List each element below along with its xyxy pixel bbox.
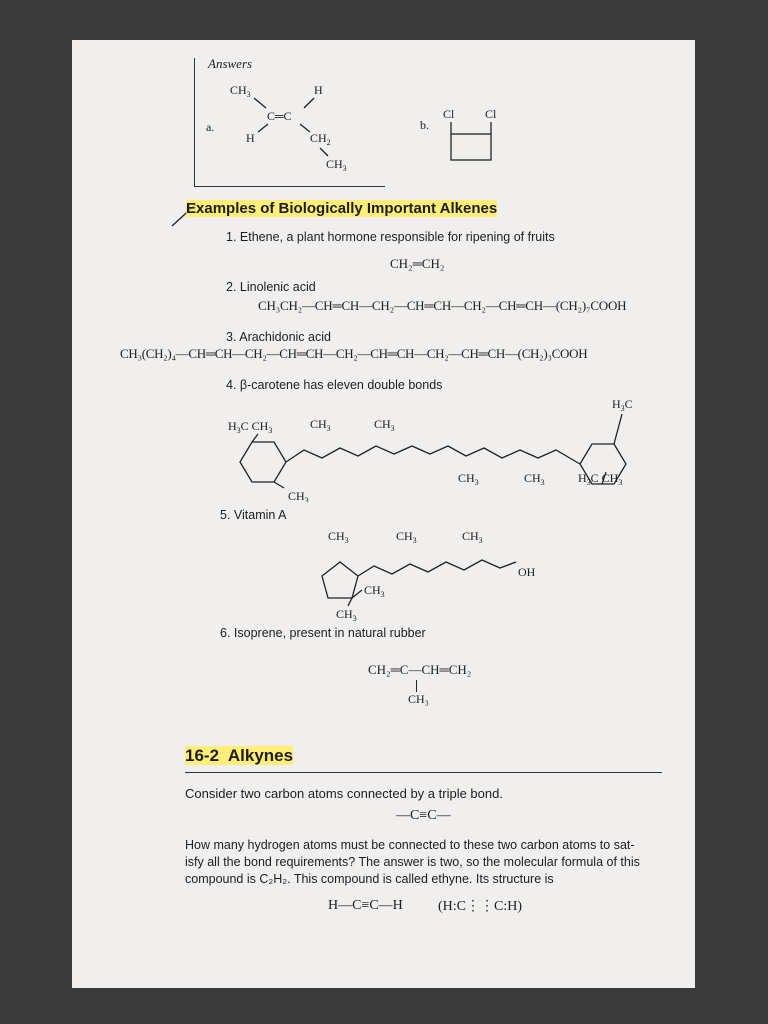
vitamin-label: $CH_3$ bbox=[462, 529, 483, 545]
linolenic-formula: CH₃CH₂—CH═CH—CH₂—CH═CH—CH₂—CH═CH—(CH₂)₇COOH bbox=[258, 298, 627, 313]
vitamin-label: OH bbox=[518, 565, 536, 579]
answer-b-structure bbox=[437, 104, 507, 168]
item-1-text: Ethene, a plant hormone responsible for ripening of fruits bbox=[239, 230, 555, 244]
item-2-text: Linolenic acid bbox=[239, 280, 316, 294]
atom-ch3: $CH_3$ bbox=[326, 157, 347, 173]
carotene-label: $H_3C$ $CH_3$ bbox=[228, 419, 273, 435]
item-3-text: Arachidonic acid bbox=[239, 330, 331, 344]
paragraph-line: How many hydrogen atoms must be connected to these two carbon atoms to sat- bbox=[185, 838, 635, 852]
vitamin-label: $CH_3$ bbox=[364, 583, 385, 599]
atom-ch2: $CH_2$ bbox=[310, 131, 331, 147]
item-5-text: Vitamin A bbox=[233, 508, 287, 522]
section-rule bbox=[185, 772, 662, 773]
carotene-label: $CH_3$ bbox=[374, 417, 395, 433]
alkyne-intro: Consider two carbon atoms connected by a triple bond. bbox=[185, 786, 503, 801]
atom-h: H bbox=[314, 83, 323, 97]
item-2: 2. Linolenic acid bbox=[226, 280, 316, 294]
ethene-formula: CH₂═CH₂ bbox=[390, 256, 445, 271]
vitamin-label: $CH_3$ bbox=[336, 607, 357, 622]
section-title-alkynes bbox=[185, 746, 293, 766]
section-number: 16-2 bbox=[185, 746, 220, 765]
item-5: 5. Vitamin A bbox=[220, 508, 287, 522]
item-6: 6. Isoprene, present in natural rubber bbox=[220, 626, 426, 640]
carotene-label: $CH_3$ bbox=[458, 471, 479, 487]
atom-cl: Cl bbox=[485, 107, 497, 121]
atom-cc: C═C bbox=[267, 109, 292, 123]
arachidonic-formula: CH₃(CH₂)₄—CH═CH—CH₂—CH═CH—CH₂—CH═CH—CH₂—CH═CH—(CH₂)₃COOH bbox=[120, 346, 588, 361]
atom-h: H bbox=[246, 131, 255, 145]
isoprene-branch: CH₃ bbox=[408, 692, 429, 706]
item-6-text: Isoprene, present in natural rubber bbox=[233, 626, 426, 640]
item-3: 3. Arachidonic acid bbox=[226, 330, 331, 344]
answers-heading: Answers bbox=[208, 56, 253, 71]
section-title-alkenes: Examples of Biologically Important Alkenes bbox=[186, 200, 498, 217]
beta-carotene-structure bbox=[222, 392, 662, 502]
item-4: 4. β-carotene has eleven double bonds bbox=[226, 378, 443, 392]
carotene-label: $CH_3$ bbox=[288, 489, 309, 502]
answer-b-label: b. bbox=[420, 118, 429, 132]
ethyne-dot-structure: (H:C⋮⋮C:H) bbox=[438, 899, 522, 914]
atom-cl: Cl bbox=[443, 107, 455, 121]
carotene-label: $CH_3$ bbox=[524, 471, 545, 487]
section-title: Alkynes bbox=[227, 746, 294, 765]
triple-bond-formula: —C≡C— bbox=[396, 808, 451, 823]
carotene-label: $H_3C$ $CH_3$ bbox=[578, 471, 623, 487]
vitamin-label: $CH_3$ bbox=[328, 529, 349, 545]
isoprene-branch-bond bbox=[416, 680, 417, 692]
vitamin-label: $CH_3$ bbox=[396, 529, 417, 545]
answer-a-label: a. bbox=[206, 120, 215, 134]
paragraph-line: compound is C₂H₂. This compound is called ethyne. Its structure is bbox=[185, 872, 554, 886]
textbook-page bbox=[72, 40, 695, 988]
atom-ch3: $CH_3$ bbox=[230, 83, 251, 99]
answer-a-structure bbox=[222, 80, 382, 180]
item-1: 1. Ethene, a plant hormone responsible for ripening of fruits bbox=[226, 230, 555, 244]
isoprene-formula: CH₂═C—CH═CH₂ bbox=[368, 662, 472, 677]
vitamin-a-structure bbox=[312, 526, 552, 622]
paragraph-line: isfy all the bond requirements? The answer is two, so the molecular formula of this bbox=[185, 855, 640, 869]
carotene-label: $H_3C$ bbox=[612, 397, 633, 413]
item-4-text: β-carotene has eleven double bonds bbox=[239, 378, 443, 392]
ethyne-structure: H—C≡C—H bbox=[328, 898, 403, 913]
carotene-label: $CH_3$ bbox=[310, 417, 331, 433]
